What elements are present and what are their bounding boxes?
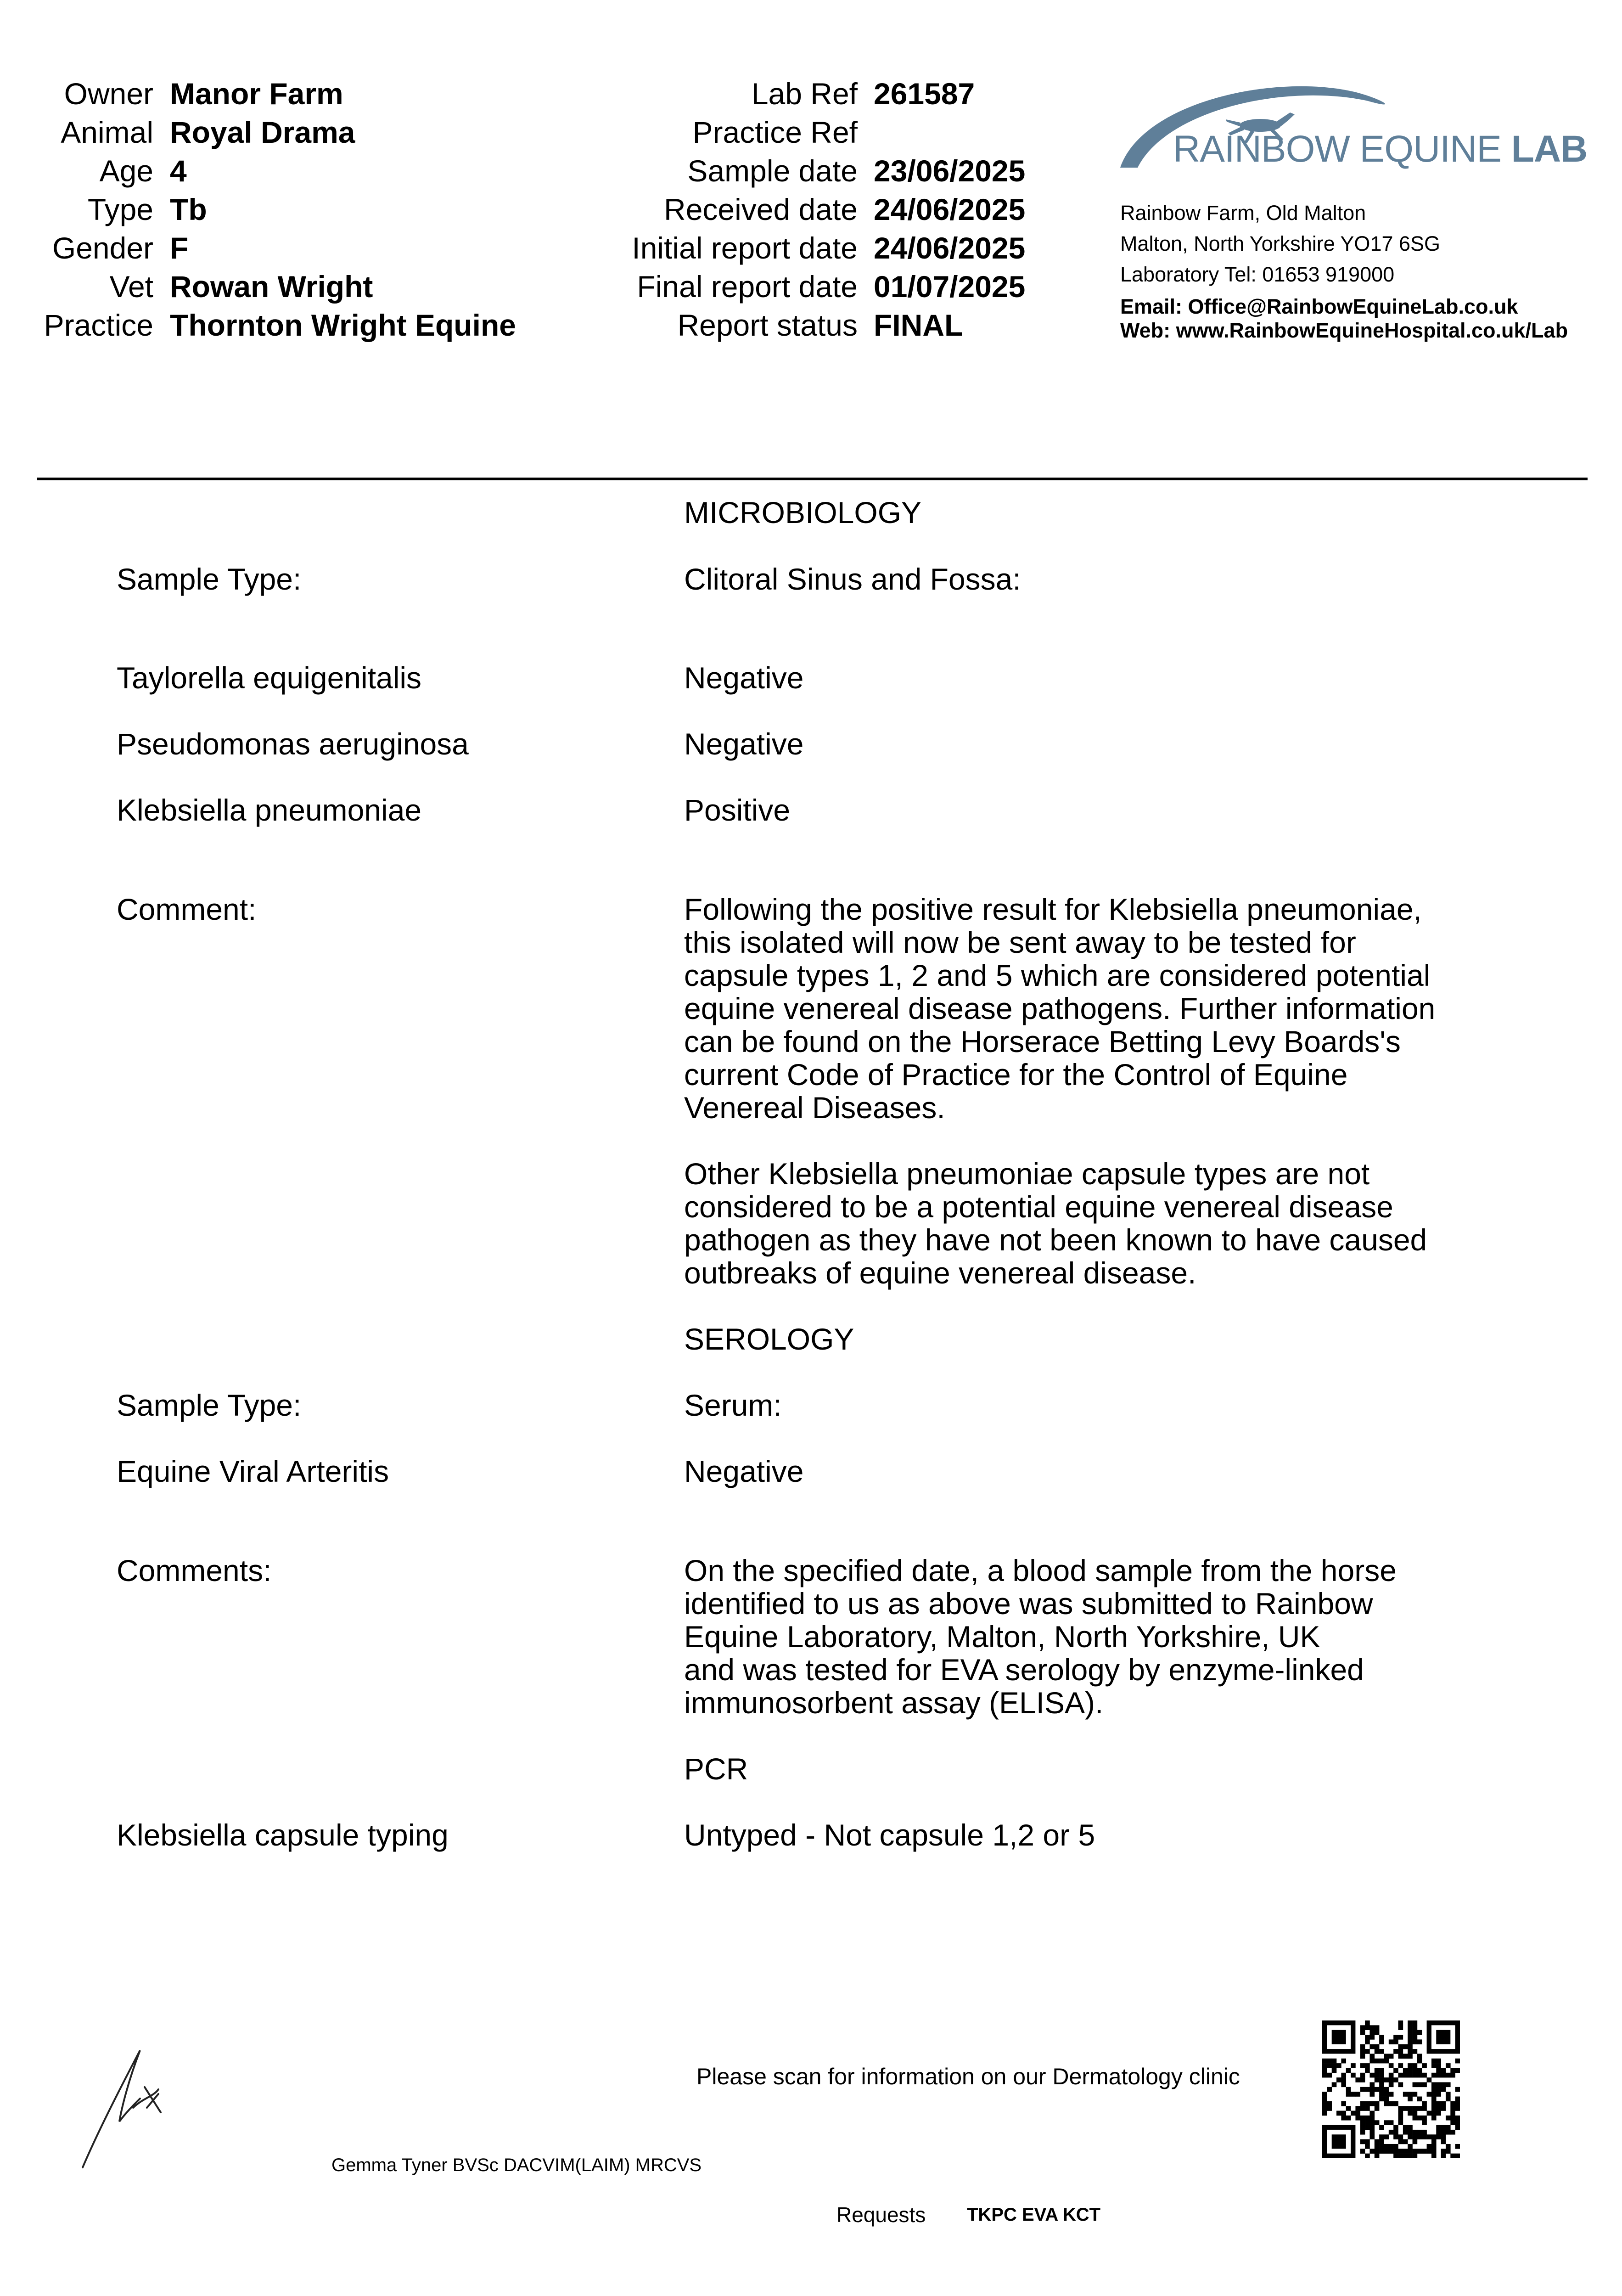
report-status-value: FINAL bbox=[874, 308, 963, 342]
comment-line: pathogen as they have not been known to have caused bbox=[684, 1223, 1427, 1257]
lab-ref-value: 261587 bbox=[874, 77, 975, 111]
klebsiella-capsule-test: Klebsiella capsule typing bbox=[117, 1818, 449, 1852]
comment-line: this isolated will now be sent away to be tested for bbox=[684, 925, 1356, 959]
final-report-date-value: 01/07/2025 bbox=[874, 270, 1026, 304]
logo-wordmark bbox=[1173, 126, 1587, 172]
owner-label: Owner bbox=[64, 77, 153, 111]
type-label: Type bbox=[87, 192, 153, 226]
received-date-label: Received date bbox=[664, 192, 858, 226]
klebsiella-test: Klebsiella pneumoniae bbox=[117, 793, 422, 827]
sero-sample-type-label: Sample Type: bbox=[117, 1388, 302, 1422]
gender-label: Gender bbox=[52, 231, 153, 265]
header-divider bbox=[37, 478, 1588, 480]
comment-line: considered to be a potential equine venereal disease bbox=[684, 1190, 1393, 1224]
initial-report-date-value: 24/06/2025 bbox=[874, 231, 1026, 265]
comment-line: On the specified date, a blood sample from the horse bbox=[684, 1553, 1397, 1587]
final-report-date-label: Final report date bbox=[637, 270, 858, 304]
comment-line: can be found on the Horserace Betting Levy Boards's bbox=[684, 1024, 1401, 1058]
owner-value: Manor Farm bbox=[170, 77, 343, 111]
sero-sample-type-value: Serum: bbox=[684, 1388, 782, 1422]
micro-sample-type-value: Clitoral Sinus and Fossa: bbox=[684, 562, 1021, 596]
comment-line: equine venereal disease pathogens. Further information bbox=[684, 991, 1436, 1025]
age-label: Age bbox=[99, 154, 153, 188]
lab-logo bbox=[1111, 73, 1588, 184]
micro-comment-label: Comment: bbox=[117, 892, 257, 926]
qr-code[interactable] bbox=[1322, 2020, 1460, 2158]
klebsiella-result: Positive bbox=[684, 793, 791, 827]
gender-value: F bbox=[170, 231, 189, 265]
microbiology-heading: MICROBIOLOGY bbox=[684, 495, 922, 529]
sero-comments-label: Comments: bbox=[117, 1553, 272, 1587]
klebsiella-capsule-result: Untyped - Not capsule 1,2 or 5 bbox=[684, 1818, 1095, 1852]
pcr-heading: PCR bbox=[684, 1752, 748, 1786]
comment-line: Equine Laboratory, Malton, North Yorkshire, UK bbox=[684, 1620, 1320, 1654]
report-status-label: Report status bbox=[677, 308, 858, 342]
practice-value: Thornton Wright Equine bbox=[170, 308, 516, 342]
taylorella-result: Negative bbox=[684, 661, 804, 695]
eva-result: Negative bbox=[684, 1454, 804, 1488]
scan-prompt: Please scan for information on our Dermatology clinic bbox=[696, 2064, 1240, 2089]
lab-email: Email: Office@RainbowEquineLab.co.uk bbox=[1120, 295, 1518, 318]
practice-ref-label: Practice Ref bbox=[692, 115, 858, 149]
comment-line: current Code of Practice for the Control of Equine bbox=[684, 1058, 1348, 1092]
lab-address-line2: Malton, North Yorkshire YO17 6SG bbox=[1120, 232, 1441, 255]
pseudomonas-result: Negative bbox=[684, 727, 804, 761]
comment-line: capsule types 1, 2 and 5 which are considered potential bbox=[684, 958, 1431, 992]
taylorella-test: Taylorella equigenitalis bbox=[117, 661, 422, 695]
sample-date-label: Sample date bbox=[687, 154, 858, 188]
received-date-value: 24/06/2025 bbox=[874, 192, 1026, 226]
type-value: Tb bbox=[170, 192, 207, 226]
vet-value: Rowan Wright bbox=[170, 270, 373, 304]
micro-comment-paragraph-1 bbox=[684, 893, 1435, 1124]
vet-signature bbox=[78, 2043, 174, 2172]
comment-line: Venereal Diseases. bbox=[684, 1091, 945, 1125]
sample-date-value: 23/06/2025 bbox=[874, 154, 1026, 188]
requests-label: Requests bbox=[836, 2203, 926, 2227]
comment-line: and was tested for EVA serology by enzyme-linked bbox=[684, 1653, 1364, 1687]
logo-text-main: RAINBOW EQUINE bbox=[1173, 128, 1501, 170]
micro-comment-paragraph-2 bbox=[684, 1157, 1427, 1289]
eva-test: Equine Viral Arteritis bbox=[117, 1454, 389, 1488]
animal-value: Royal Drama bbox=[170, 115, 355, 149]
comment-line: Following the positive result for Klebsiella pneumoniae, bbox=[684, 892, 1422, 926]
vet-label: Vet bbox=[109, 270, 153, 304]
lab-website: Web: www.RainbowEquineHospital.co.uk/Lab bbox=[1120, 319, 1568, 342]
comment-line: immunosorbent assay (ELISA). bbox=[684, 1686, 1104, 1720]
serology-heading: SEROLOGY bbox=[684, 1322, 854, 1356]
animal-label: Animal bbox=[61, 115, 153, 149]
comment-line: Other Klebsiella pneumoniae capsule types are not bbox=[684, 1157, 1370, 1191]
comment-line: identified to us as above was submitted to Rainbow bbox=[684, 1587, 1373, 1621]
practice-label: Practice bbox=[44, 308, 153, 342]
pseudomonas-test: Pseudomonas aeruginosa bbox=[117, 727, 469, 761]
signatory-name: Gemma Tyner BVSc DACVIM(LAIM) MRCVS bbox=[331, 2155, 702, 2175]
comment-line: outbreaks of equine venereal disease. bbox=[684, 1256, 1196, 1290]
requests-value: TKPC EVA KCT bbox=[967, 2205, 1101, 2225]
logo-text-lab: LAB bbox=[1511, 128, 1588, 170]
sero-comments-paragraph bbox=[684, 1554, 1397, 1719]
micro-sample-type-label: Sample Type: bbox=[117, 562, 302, 596]
lab-address-line1: Rainbow Farm, Old Malton bbox=[1120, 201, 1366, 225]
initial-report-date-label: Initial report date bbox=[632, 231, 858, 265]
age-value: 4 bbox=[170, 154, 187, 188]
lab-telephone: Laboratory Tel: 01653 919000 bbox=[1120, 263, 1395, 286]
lab-ref-label: Lab Ref bbox=[751, 77, 858, 111]
